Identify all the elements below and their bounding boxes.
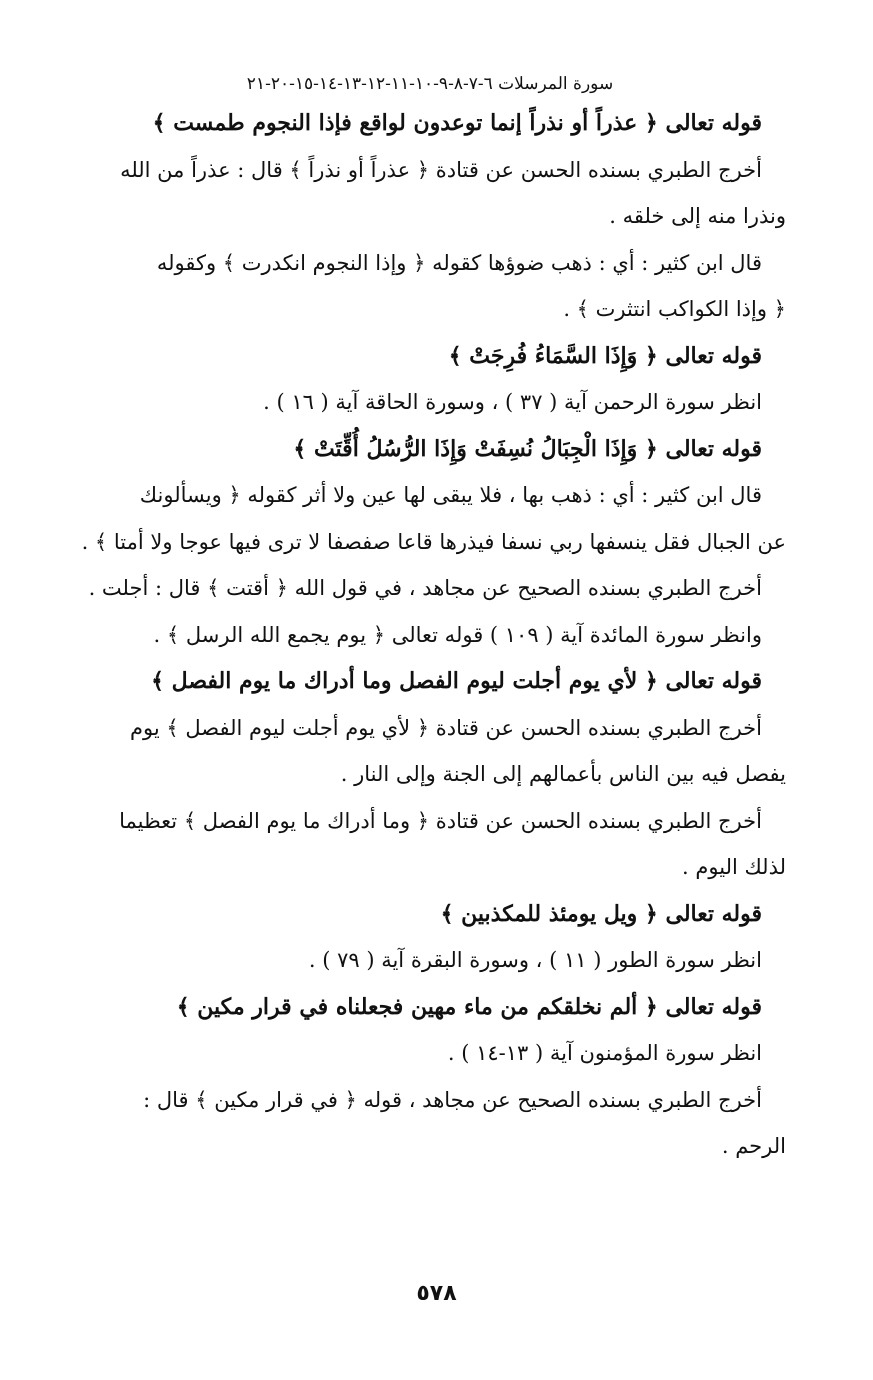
paragraph-line: أخرج الطبري بسنده الحسن عن قتادة ﴿ وما أدراك ما يوم الفصل ﴾ تعظيما: [119, 808, 762, 833]
body-text: [74, 100, 786, 1170]
document-page: [74, 70, 786, 1170]
paragraph-continuation: الرحم .: [721, 1134, 786, 1158]
paragraph-line: انظر سورة الطور ( ١١ ) ، وسورة البقرة آية ( ٧٩ ) .: [308, 948, 762, 972]
paragraph-line: أخرج الطبري بسنده الصحيح عن مجاهد ، في قول الله ﴿ أقتت ﴾ قال : أجلت .: [88, 576, 762, 600]
paragraph-continuation: لذلك اليوم .: [682, 855, 786, 879]
paragraph-line: قال ابن كثير : أي : ذهب ضوؤها كقوله ﴿ وإذا النجوم انكدرت ﴾ وكقوله: [156, 250, 762, 275]
paragraph-line: أخرج الطبري بسنده الصحيح عن مجاهد ، قوله ﴿ في قرار مكين ﴾ قال :: [143, 1087, 762, 1112]
paragraph-line: أخرج الطبري بسنده الحسن عن قتادة ﴿ عذراً أو نذراً ﴾ قال : عذراً من الله: [120, 157, 762, 182]
paragraph-continuation: ﴿ وإذا الكواكب انتثرت ﴾ .: [563, 297, 786, 321]
paragraph-line: وانظر سورة المائدة آية ( ١٠٩ ) قوله تعالى ﴿ يوم يجمع الله الرسل ﴾ .: [153, 622, 762, 647]
paragraph-line: أخرج الطبري بسنده الحسن عن قتادة ﴿ لأي يوم أجلت ليوم الفصل ﴾ يوم: [129, 715, 762, 740]
paragraph-line: قال ابن كثير : أي : ذهب بها ، فلا يبقى لها عين ولا أثر كقوله ﴿ ويسألونك: [139, 483, 762, 507]
verse-heading: قوله تعالى ﴿ وَإِذَا الْجِبَالُ نُسِفَتْ وَإِذَا الرُّسُلُ أُقِّتَتْ ﴾: [293, 435, 762, 462]
paragraph-continuation: عن الجبال فقل ينسفها ربي نسفا فيذرها قاعا صفصفا لا ترى فيها عوجا ولا أمتا ﴾ .: [81, 529, 786, 554]
verse-heading: قوله تعالى ﴿ وَإِذَا السَّمَاءُ فُرِجَتْ ﴾: [448, 342, 762, 369]
verse-heading: قوله تعالى ﴿ لأي يوم أجلت ليوم الفصل وما أدراك ما يوم الفصل ﴾: [151, 668, 762, 694]
paragraph-line: انظر سورة المؤمنون آية ( ١٣-١٤ ) .: [447, 1041, 762, 1065]
paragraph-line: انظر سورة الرحمن آية ( ٣٧ ) ، وسورة الحاقة آية ( ١٦ ) .: [263, 390, 762, 414]
running-head: سورة المرسلات ٦-٧-٨-٩-١٠-١١-١٢-١٣-١٤-١٥-٢٠-٢١: [246, 74, 614, 94]
paragraph-continuation: ونذرا منه إلى خلقه .: [609, 204, 786, 228]
paragraph-continuation: يفصل فيه بين الناس بأعمالهم إلى الجنة وإلى النار .: [340, 762, 786, 786]
page-number: ٥٧٨: [416, 1281, 457, 1306]
verse-heading: قوله تعالى ﴿ ألم نخلقكم من ماء مهين فجعلناه في قرار مكين ﴾: [176, 993, 762, 1020]
verse-heading: قوله تعالى ﴿ ويل يومئذ للمكذبين ﴾: [440, 900, 762, 927]
verse-heading: قوله تعالى ﴿ عذراً أو نذراً إنما توعدون لواقع فإذا النجوم طمست ﴾: [152, 110, 762, 136]
